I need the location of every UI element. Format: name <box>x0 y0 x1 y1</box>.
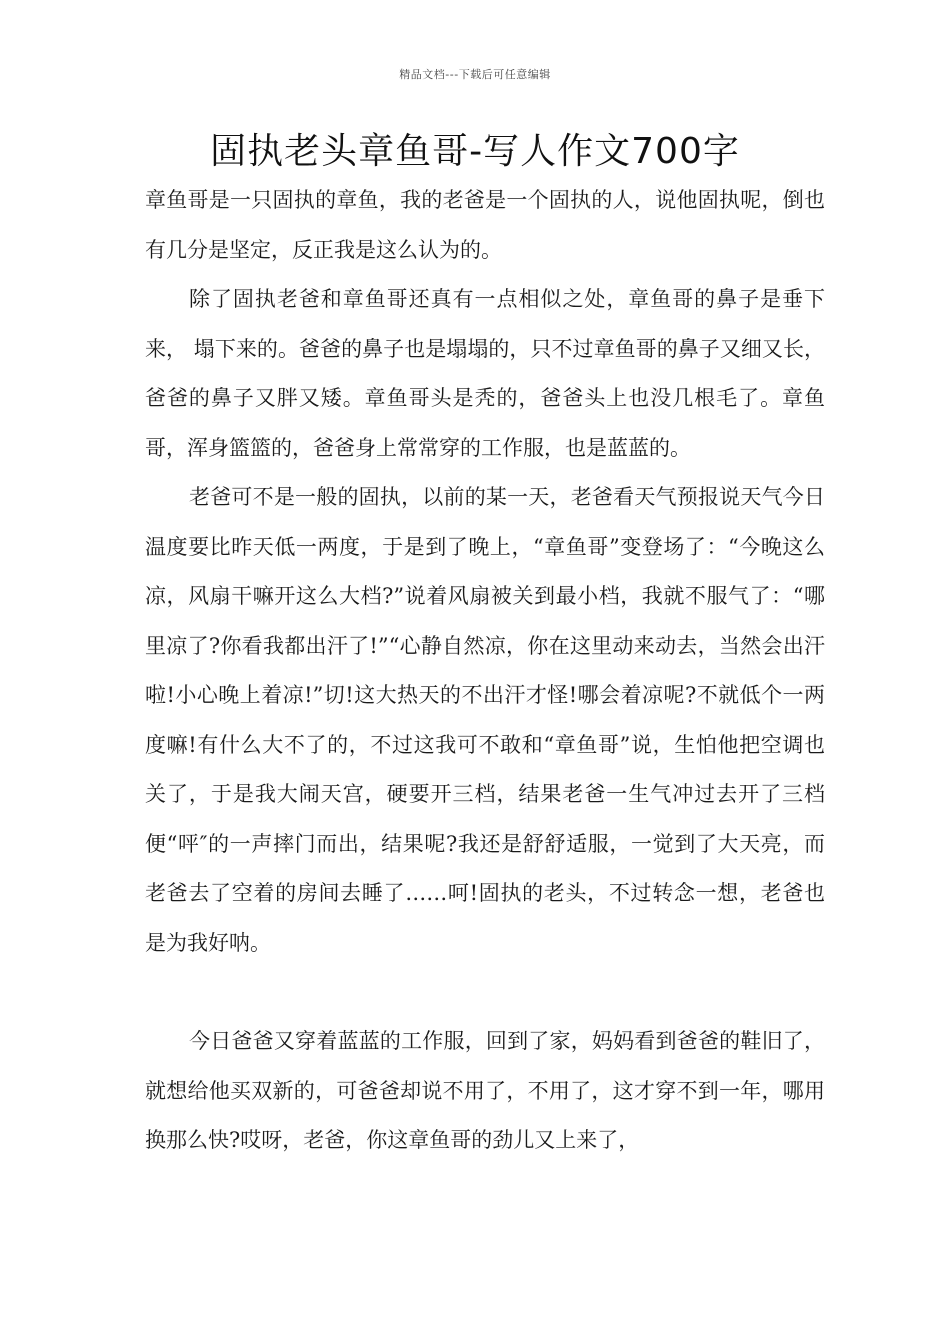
paragraph-4: 今日爸爸又穿着蓝蓝的工作服，回到了家，妈妈看到爸爸的鞋旧了，就想给他买双新的，可爸爸却说不用了，不用了，这才穿不到一年，哪用换那么快?哎呀，老爸，你这章鱼哥的劲儿又上来了， <box>145 1029 825 1152</box>
paragraph-1: 章鱼哥是一只固执的章鱼，我的老爸是一个固执的人，说他固执呢，倒也有几分是坚定，反正我是这么认为的。 <box>145 188 825 262</box>
paragraph-3: 老爸可不是一般的固执，以前的某一天，老爸看天气预报说天气今日温度要比昨天低一两度，于是到了晚上，“章鱼哥”变登场了：“今晚这么凉，风扇干嘛开这么大档?”说着风扇被关到最小档，我就不服气了：“哪里凉了?你看我都出汗了!”“心静自然凉，你在这里动来动去，当然会出汗啦!小心晚上着凉!”切!这大热天的不出汗才怪!哪会着凉呢?不就低个一两度嘛!有什么大不了的，不过这我可不敢和“章鱼哥”说，生怕他把空调也关了，于是我大闹天宫，硬要开三档，结果老爸一生气冲过去开了三档便“呯″的一声摔门而出，结果呢?我还是舒舒适服，一觉到了大天亮，而老爸去了空着的房间去睡了……呵!固执的老头，不过转念一想，老爸也是为我好呐。 <box>145 485 825 955</box>
paragraph-2: 除了固执老爸和章鱼哥还真有一点相似之处，章鱼哥的鼻子是垂下来， 塌下来的。爸爸的鼻子也是塌塌的，只不过章鱼哥的鼻子又细又长，爸爸的鼻子又胖又矮。章鱼哥头是秃的，爸爸头上也没几根毛了。章鱼哥，浑身篮篮的，爸爸身上常常穿的工作服，也是蓝蓝的。 <box>145 287 825 460</box>
document-title: 固执老头章鱼哥-写人作文700字 <box>210 131 740 172</box>
document-body <box>145 176 825 1166</box>
header-note: 精品文档---下载后可任意编辑 <box>399 68 551 81</box>
